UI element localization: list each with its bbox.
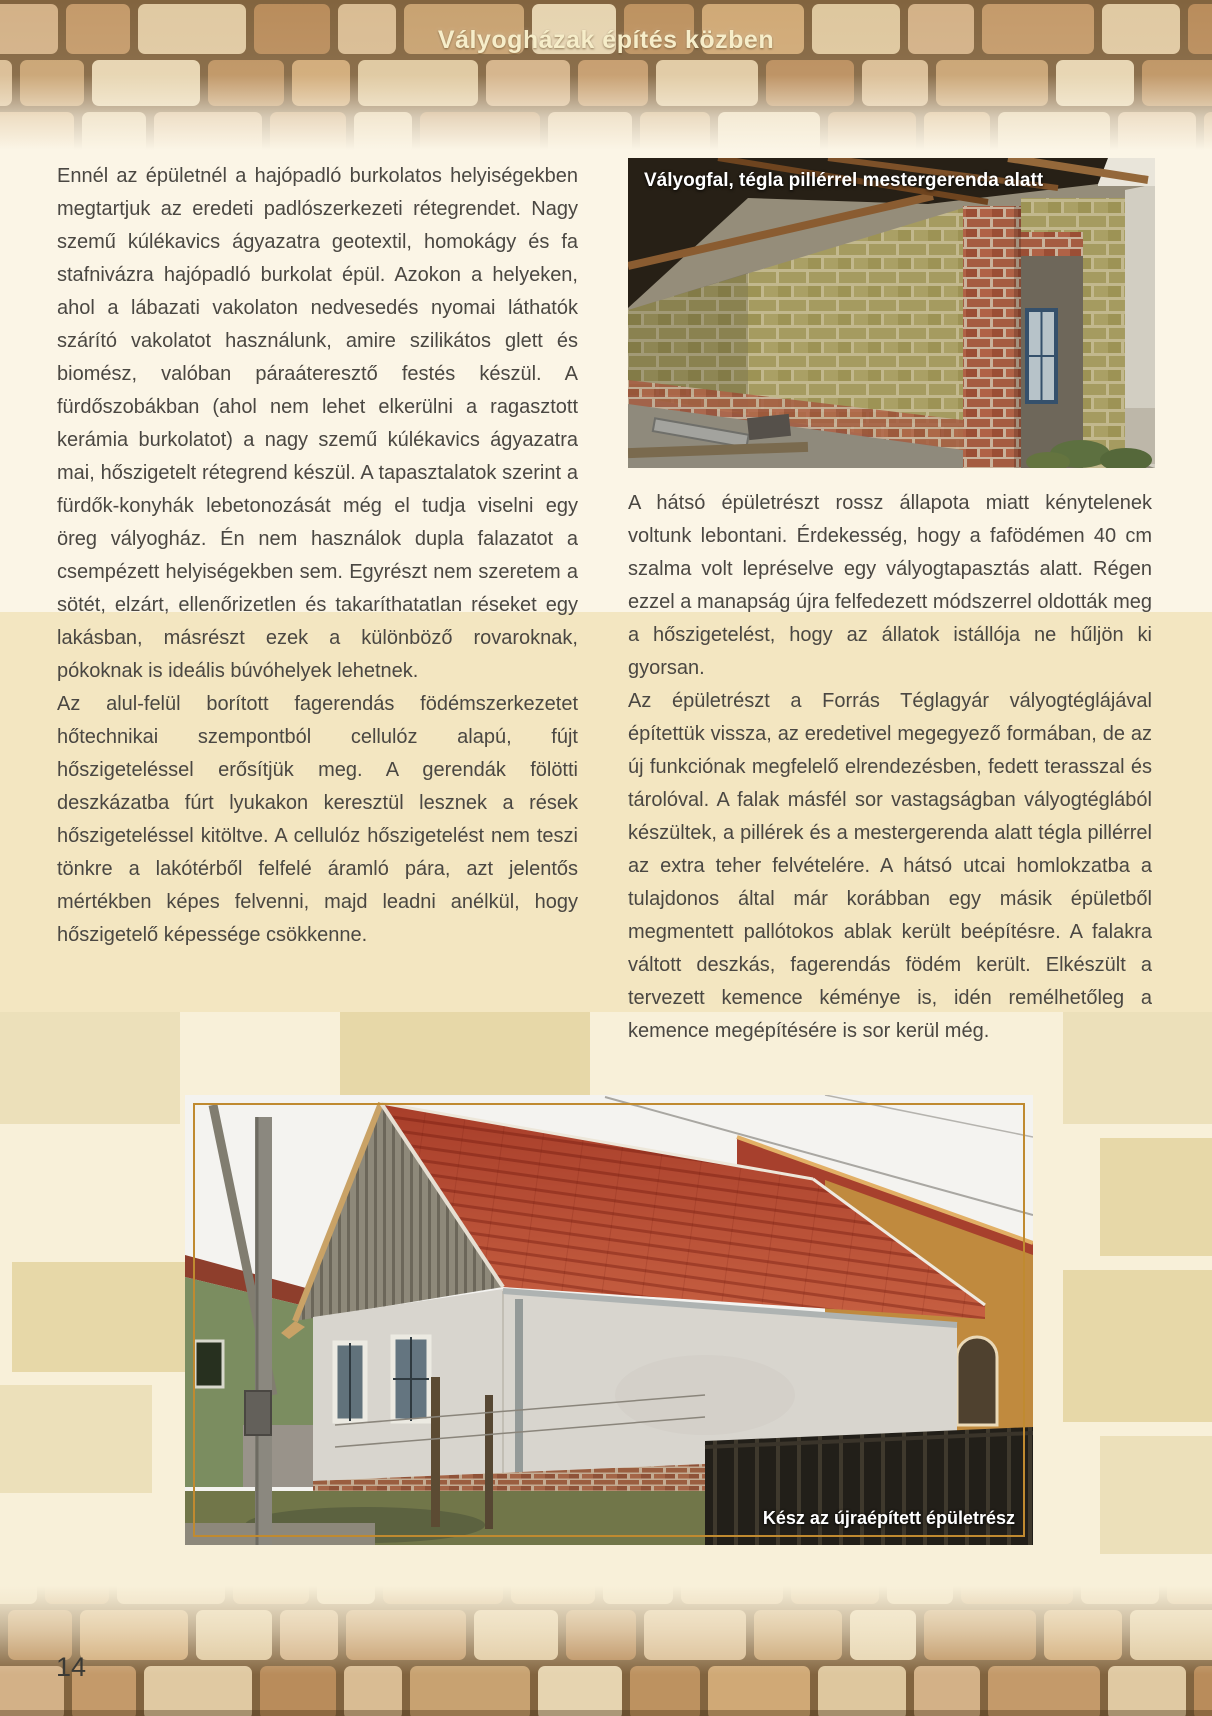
body-paragraph: Az épületrészt a Forrás Téglagyár vályogtéglájával építettük vissza, az eredetivel megegyező formában, de az új funkciónak megfelelő elrendezésben, fedett terasszal és tárolóval. A falak másfél sor vastagságban vályogtéglából készültek, a pillérek és a mestergerenda alatt tégla pillérrel az extra teher felvételére. A hátsó utcai homlokzatba a tulajdonos által már korábban egy másik épületből megmentett pallótokos ablak került beépítésre. A falakra váltott deszkás, fagerendás födém került. Elkészült a tervezett kemence kéménye is, idén remélhetőleg a kemence megépítésére is sor kerül még. bbox=[628, 690, 1152, 1042]
pillar-shade bbox=[1014, 206, 1021, 468]
footer-bottom-shadow bbox=[0, 1710, 1212, 1716]
photo-adobe-wall-illustration bbox=[628, 158, 1155, 468]
photo-caption: Kész az újraépített épületrész bbox=[762, 1508, 1015, 1528]
fence-post bbox=[485, 1395, 493, 1529]
body-paragraph: Ennél az épületnél a hajópadló burkolatos helyiségekben megtartjuk az eredeti padlószerkezeti rétegrendet. Nagy szemű kúlékavics ágyazatra geotextil, homokágy és fa stafnivázra hajópadló burkolat épül. Azokon a helyeken, ahol a lábazati vakolaton nedvesedés nyomai láthatók szárító vakolatot használunk, amire szilikátos glett és biomész, valóban páraáteresztő festés készül. A fürdőszobákban (ahol nem lehet elkerülni a ragasztott kerámia burkolatot) a nagy szemű kúlékavics ágyazatra mai, hőszigetelt rétegrend készül. A tapasztalatok szerint a fürdők-konyhák lebetonozását még el tudja viselni egy öreg vályogház. Én nem használok dupla falazatot a csempézett helyiségekben sem. Egyrészt nem szeretem a sötét, elzárt, ellenőrizetlen és takaríthatatlan réseket egy lakásban, másrészt ezek a különböző rovaroknak, pókoknak is ideális búvóhelyek lehetnek. bbox=[57, 165, 578, 682]
decor-block bbox=[0, 1385, 152, 1493]
photo-rebuilt-house bbox=[185, 1095, 1033, 1545]
decor-block bbox=[0, 1012, 180, 1124]
decor-block bbox=[1100, 1138, 1212, 1256]
photo-adobe-wall bbox=[628, 158, 1155, 468]
left-text-column bbox=[57, 160, 578, 952]
page-footer bbox=[0, 1586, 1212, 1716]
photo-rebuilt-house-illustration bbox=[185, 1095, 1033, 1545]
adobe-wall-right bbox=[1083, 216, 1125, 468]
body-paragraph: A hátsó épületrészt rossz állapota miatt kénytelenek voltunk lebontani. Érdekesség, hogy a fafödémen 40 cm szalma volt lepréselve egy vályogtapasztás alatt. Régen ezzel a manapság újra felfedezett módszerrel oldották meg a hőszigetelést, hogy az állatok istállója ne hűljön ki gyorsan. bbox=[628, 492, 1152, 679]
photo-caption: Vályogfal, tégla pillérrel mestergerenda alatt bbox=[644, 170, 1044, 191]
stone-wall-header-texture bbox=[0, 0, 1212, 150]
page-number: 14 bbox=[56, 1652, 87, 1682]
brick-pillar bbox=[963, 206, 1021, 468]
page-header bbox=[0, 0, 1212, 150]
rubble bbox=[747, 414, 791, 440]
decor-block bbox=[1063, 1270, 1212, 1422]
decor-block bbox=[1100, 1436, 1212, 1554]
pole-box bbox=[245, 1391, 271, 1435]
right-text-column bbox=[628, 487, 1152, 1048]
dirt-path bbox=[185, 1523, 375, 1545]
stone-wall-footer-texture bbox=[0, 1586, 1212, 1716]
arched-window bbox=[957, 1337, 997, 1425]
green-house-window bbox=[195, 1341, 223, 1387]
fence-post bbox=[431, 1377, 440, 1527]
body-paragraph: Az alul-felül borított fagerendás födémszerkezetet hőtechnikai szempontból cellulóz alapú, fújt hőszigeteléssel erősítjük meg. A gerendák fölötti deszkázatba fúrt lyukakon keresztül lesznek a rések hőszigeteléssel kitöltve. A cellulóz hőszigetelést nem teszi tönkre a lakótérből felfelé áramló pára, azt jelentős mértékben képes felvenni, majd leadni anélkül, hogy hőszigetelő képessége csökkenne. bbox=[57, 693, 578, 946]
brick-lintel bbox=[1021, 232, 1083, 256]
page-title: Vályogházak építés közben bbox=[437, 26, 775, 54]
